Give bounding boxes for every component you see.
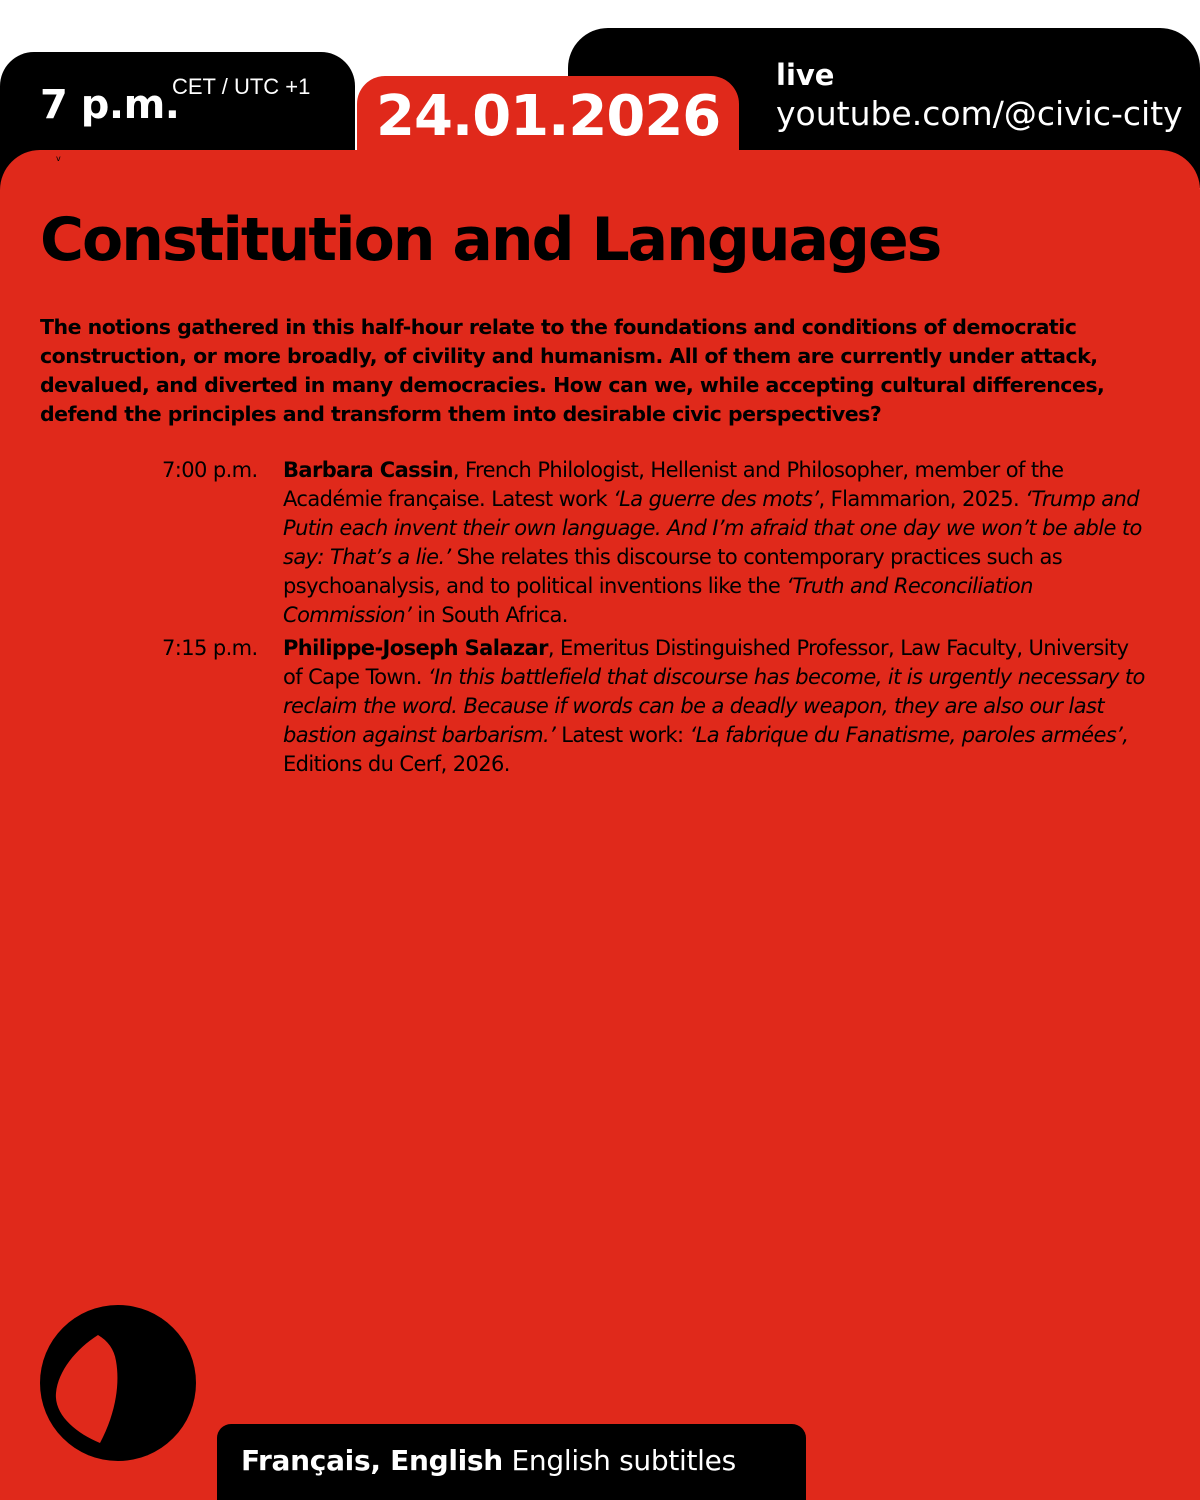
commission-name: ‘Truth and Reconciliation Commission’: [283, 574, 1033, 627]
speaker-name: Barbara Cassin: [283, 458, 453, 482]
language-info: [241, 1444, 736, 1477]
live-url-link[interactable]: youtube.com/@civic-city: [776, 94, 1183, 133]
speaker-name: Philippe-Joseph Salazar: [283, 636, 548, 660]
session-description: [283, 456, 1152, 630]
session-description: [283, 634, 1152, 779]
event-timezone: CET / UTC +1: [172, 74, 311, 99]
intro-paragraph: The notions gathered in this half-hour relate to the foundations and conditions of democratic construction, or more broadly, of civility and humanism. All of them are currently under attack, devalued, and diverted in many democracies. How can we, while accepting cultural differences, defend the principles and transform them into desirable civic perspectives?: [40, 315, 1105, 426]
latest-work-title: ‘La guerre des mots’: [613, 487, 819, 511]
page-title: Constitution and Languages: [40, 205, 941, 275]
latest-work-title: ‘La fabrique du Fanatisme, paroles armées’,: [689, 723, 1129, 747]
event-time: 7 p.m.: [40, 82, 180, 128]
small-marker: v: [56, 154, 61, 163]
session-time: 7:00 p.m.: [162, 458, 258, 482]
session-item: [162, 456, 1152, 630]
event-date: 24.01.2026: [376, 84, 721, 149]
logo-icon: [40, 1305, 196, 1461]
session-text: Editions du Cerf, 2026.: [283, 752, 510, 776]
speaker-quote: ‘Trump and Putin each invent their own language. And I’m afraid that one day we won’t be able to say: That’s a lie.’: [283, 487, 1142, 569]
session-text: in South Africa.: [411, 603, 568, 627]
session-text: Latest work:: [555, 723, 690, 747]
session-item: [162, 634, 1152, 779]
speaker-quote: ‘In this battlefield that discourse has become, it is urgently necessary to reclaim the word. Because if words can be a deadly weapon, they are also our last bastion against barbarism.’: [283, 665, 1145, 747]
live-label: live: [776, 58, 835, 92]
subtitles-info: English subtitles: [511, 1444, 736, 1477]
languages: Français, English: [241, 1444, 503, 1477]
session-text: , French Philologist, Hellenist and Philosopher, member of the Académie française. Latest work: [283, 458, 1064, 511]
session-text: , Flammarion, 2025.: [818, 487, 1026, 511]
session-text: She relates this discourse to contemporary practices such as psychoanalysis, and to political inventions like the: [283, 545, 1063, 598]
session-time: 7:15 p.m.: [162, 636, 258, 660]
session-text: , Emeritus Distinguished Professor, Law Faculty, University of Cape Town.: [283, 636, 1129, 689]
